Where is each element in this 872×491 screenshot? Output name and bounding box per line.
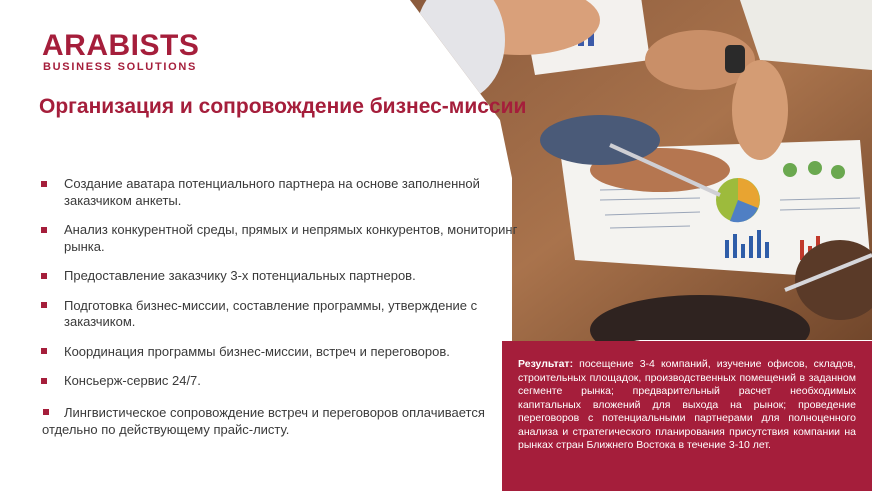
list-item-text: Координация программы бизнес-миссии, встреч и переговоров. — [64, 343, 450, 359]
bullet-square-icon — [41, 227, 47, 233]
bullet-square-icon — [41, 378, 47, 384]
list-item-text: Предоставление заказчику 3-х потенциальных партнеров. — [64, 268, 416, 283]
result-box — [502, 341, 872, 491]
company-logo — [42, 30, 217, 75]
list-item — [40, 344, 540, 361]
bullet-square-icon — [41, 181, 47, 187]
list-item-linguistic — [42, 405, 512, 438]
bullet-square-icon — [41, 302, 47, 308]
list-item — [40, 268, 540, 285]
page-title: Организация и сопровождение бизнес-миссии — [39, 95, 527, 118]
list-item-text: Лингвистическое сопровождение встреч и переговоров оплачивается отдельно по действующему прайс-листу. — [42, 405, 485, 437]
logo-subtitle: BUSINESS SOLUTIONS — [43, 61, 198, 73]
list-item — [40, 373, 540, 390]
bullet-square-icon — [43, 409, 49, 415]
bullet-square-icon — [41, 348, 47, 354]
result-label: Результат: — [518, 358, 574, 370]
logo-wordmark: ARABISTS — [42, 29, 200, 62]
result-text — [518, 358, 856, 453]
list-item — [40, 298, 540, 331]
list-item — [40, 222, 540, 255]
services-list — [40, 176, 540, 403]
list-item — [40, 176, 540, 209]
list-item-text: Подготовка бизнес-миссии, составление программы, утверждение с заказчиком. — [64, 297, 478, 329]
result-description: посещение 3-4 компаний, изучение офисов, складов, строительных площадок, производственных помещений в заданном сегменте рынка; предварительный расчет необходимых капитальных вложений для выхода на рынок; проведение переговоров с потенциальными партнерами для полноценного анализа и стратегического планирования присутствия компании на рынках стран Ближнего Востока в течение 3-10 лет. — [518, 358, 856, 451]
list-item-text: Создание аватара потенциального партнера на основе заполненной заказчиком анкеты. — [64, 176, 480, 208]
list-item-text: Анализ конкурентной среды, прямых и непрямых конкурентов, мониторинг рынка. — [64, 222, 518, 254]
bullet-square-icon — [41, 273, 47, 279]
list-item-text: Консьерж-сервис 24/7. — [64, 373, 201, 388]
